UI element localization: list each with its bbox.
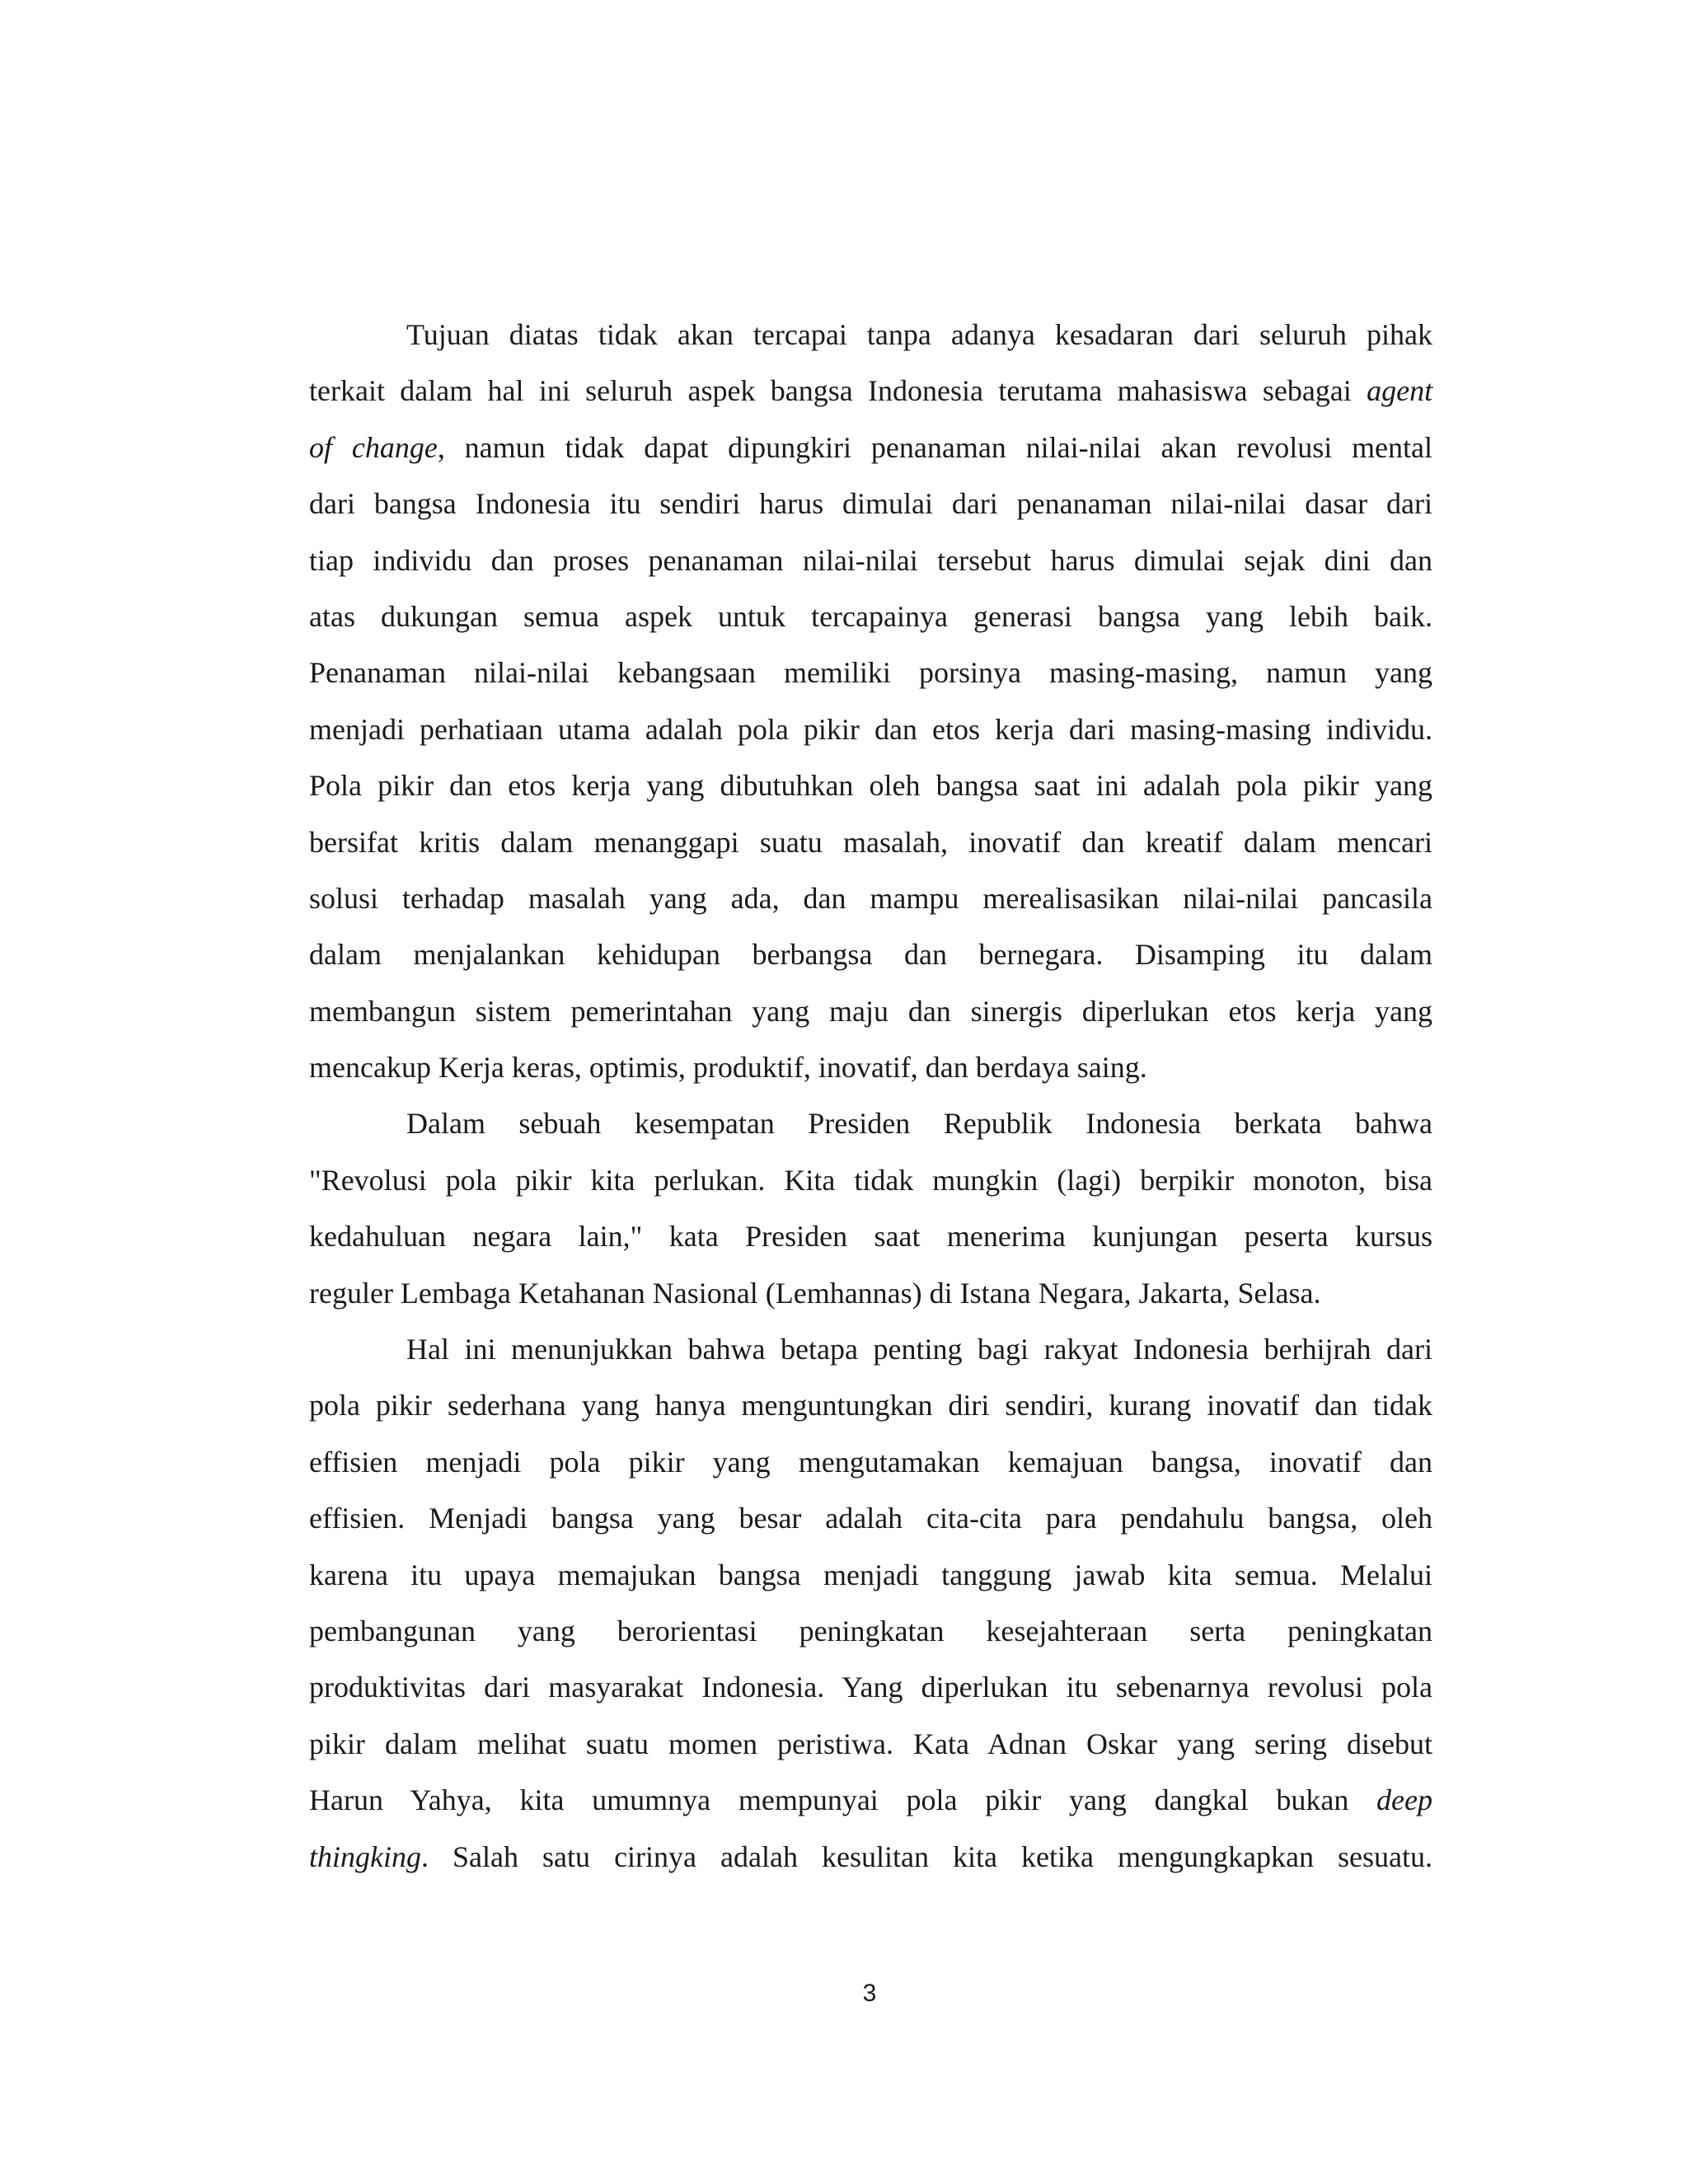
text-line (309, 363, 1432, 419)
text-line: Penanaman nilai-nilai kebangsaan memiliki porsinya masing-masing, namun yang (309, 656, 1432, 690)
italic-term: deep (1376, 1783, 1433, 1817)
text-run: revolusi (1236, 430, 1333, 464)
text-line: produktivitas dari masyarakat Indonesia. Yang diperlukan itu sebenarnya revolusi pola (309, 1671, 1432, 1704)
text-run: akan (1160, 430, 1217, 464)
text-line: dalam menjalankan kehidupan berbangsa dan bernegara. Disamping itu dalam (309, 938, 1432, 972)
text-line: mencakup Kerja keras, optimis, produktif, inovatif, dan berdaya saing. (309, 1051, 1147, 1085)
italic-term: agent (1367, 374, 1433, 408)
text-line: effisien menjadi pola pikir yang mengutamakan kemajuan bangsa, inovatif dan (309, 1445, 1432, 1479)
text-line: bersifat kritis dalam menanggapi suatu masalah, inovatif dan kreatif dalam mencari (309, 825, 1432, 859)
paragraph (309, 1095, 1432, 1321)
text-run: bukan (1276, 1783, 1349, 1817)
text-run: , (437, 430, 445, 464)
text-run: pola (906, 1783, 958, 1817)
text-run: kesulitan (822, 1840, 929, 1873)
text-line: reguler Lembaga Ketahanan Nasional (Lemhannas) di Istana Negara, Jakarta, Selasa. (309, 1276, 1321, 1310)
text-run: dapat (644, 430, 709, 464)
page-number: 3 (862, 1980, 877, 2007)
text-line: solusi terhadap masalah yang ada, dan mampu merealisasikan nilai-nilai pancasila (309, 881, 1432, 915)
text-line: Pola pikir dan etos kerja yang dibutuhkan oleh bangsa saat ini adalah pola pikir yang (309, 769, 1432, 803)
text-run: mempunyai (738, 1783, 879, 1817)
paragraph (309, 1321, 1432, 1885)
text-run: yang (1068, 1783, 1127, 1817)
text-run: hal (487, 374, 524, 408)
text-run: dangkal (1154, 1783, 1249, 1817)
text-run: namun (464, 430, 546, 464)
text-line: tiap individu dan proses penanaman nilai-nilai tersebut harus dimulai sejak dini dan (309, 543, 1432, 577)
text-run: mengungkapkan (1118, 1840, 1314, 1873)
text-run: penanaman (870, 430, 1006, 464)
text-line: pola pikir sederhana yang hanya menguntungkan diri sendiri, kurang inovatif dan tidak (309, 1389, 1432, 1422)
italic-term: of (309, 430, 333, 464)
text-line: effisien. Menjadi bangsa yang besar adalah cita-cita para pendahulu bangsa, oleh (309, 1502, 1432, 1535)
text-run: adalah (720, 1840, 798, 1873)
italic-term: change (351, 430, 438, 464)
text-line: Tujuan diatas tidak akan tercapai tanpa adanya kesadaran dari seluruh pihak (406, 318, 1432, 351)
text-line: membangun sistem pemerintahan yang maju dan sinergis diperlukan etos kerja yang (309, 994, 1432, 1028)
text-line (309, 1772, 1432, 1828)
text-run: pikir (985, 1783, 1042, 1817)
text-line (309, 1829, 1432, 1885)
text-line: karena itu upaya memajukan bangsa menjadi tanggung jawab kita semua. Melalui (309, 1558, 1432, 1591)
text-run: kita (953, 1840, 998, 1873)
text-run: Indonesia (868, 374, 983, 408)
text-run: umumnya (592, 1783, 711, 1817)
text-line: dari bangsa Indonesia itu sendiri harus dimulai dari penanaman nilai-nilai dasar dari (309, 487, 1432, 521)
text-run: bangsa (770, 374, 853, 408)
text-run: terutama (998, 374, 1103, 408)
body-text (309, 307, 1432, 1885)
text-line: pikir dalam melihat suatu momen peristiwa. Kata Adnan Oskar yang sering disebut (309, 1727, 1432, 1760)
text-run: dalam (400, 374, 473, 408)
text-run: seluruh (585, 374, 673, 408)
text-run: Yahya, (410, 1783, 492, 1817)
text-run: mental (1352, 430, 1433, 464)
text-run: Harun (309, 1783, 383, 1817)
text-line: atas dukungan semua aspek untuk tercapainya generasi bangsa yang lebih baik. (309, 599, 1432, 633)
paragraph (309, 307, 1432, 1095)
text-run: Salah (452, 1840, 518, 1873)
text-line: Hal ini menunjukkan bahwa betapa penting bagi rakyat Indonesia berhijrah dari (406, 1333, 1432, 1366)
text-line: pembangunan yang berorientasi peningkatan kesejahteraan serta peningkatan (309, 1614, 1432, 1647)
text-run: ini (538, 374, 570, 408)
text-line: Dalam sebuah kesempatan Presiden Republik Indonesia berkata bahwa (406, 1107, 1432, 1141)
text-line (309, 419, 1432, 476)
text-line: kedahuluan negara lain," kata Presiden saat menerima kunjungan peserta kursus (309, 1220, 1432, 1254)
text-run: terkait (309, 374, 385, 408)
text-line: menjadi perhatiaan utama adalah pola pikir dan etos kerja dari masing-masing individu. (309, 712, 1432, 746)
text-run: satu (542, 1840, 591, 1873)
text-run: mahasiswa (1117, 374, 1248, 408)
text-run: cirinya (614, 1840, 697, 1873)
text-line: "Revolusi pola pikir kita perlukan. Kita tidak mungkin (lagi) berpikir monoton, bisa (309, 1163, 1432, 1197)
text-run: sebagai (1262, 374, 1352, 408)
text-run: kita (519, 1783, 565, 1817)
text-run: aspek (687, 374, 756, 408)
text-run: tidak (565, 430, 625, 464)
italic-term: thingking (309, 1840, 421, 1873)
text-run: sesuatu. (1338, 1840, 1432, 1873)
text-run: ketika (1021, 1840, 1095, 1873)
text-run: dipungkiri (728, 430, 852, 464)
text-run: . (420, 1840, 429, 1873)
text-run: nilai-nilai (1025, 430, 1142, 464)
